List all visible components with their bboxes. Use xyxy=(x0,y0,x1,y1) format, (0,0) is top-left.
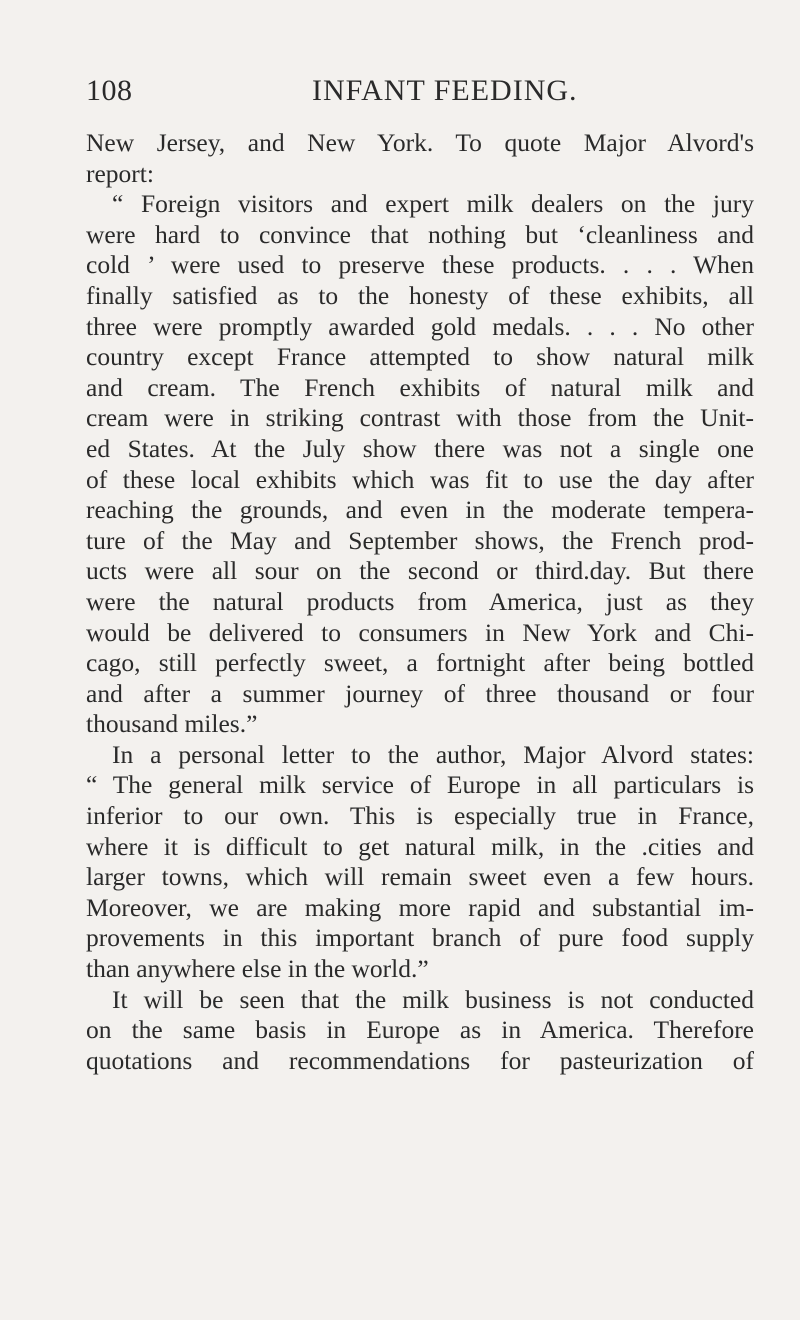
text-line: Moreover, we are making more rapid and substantial im- xyxy=(86,892,754,922)
text-line: reaching the grounds, and even in the moderate tempera- xyxy=(86,495,754,525)
text-line: ucts were all sour on the second or third.day. But there xyxy=(86,556,754,586)
text-line: thousand miles.” xyxy=(86,709,258,739)
text-line: “ Foreign visitors and expert milk dealers on the jury xyxy=(112,189,754,219)
text-line: were the natural products from America, just as they xyxy=(86,586,754,616)
text-line: New Jersey, and New York. To quote Major Alvord's xyxy=(86,128,754,157)
body-text xyxy=(86,128,754,1076)
page-header xyxy=(0,74,800,114)
text-line: than anywhere else in the world.” xyxy=(86,954,429,984)
text-line: cream were in striking contrast with those from the Unit- xyxy=(86,403,754,433)
text-line: In a personal letter to the author, Major Alvord states: xyxy=(112,739,754,769)
text-line: would be delivered to consumers in New York and Chi- xyxy=(86,617,754,647)
text-line: on the same basis in Europe as in America. Therefore xyxy=(86,1015,754,1045)
text-line: ed States. At the July show there was not a single one xyxy=(86,433,754,463)
text-line: inferior to our own. This is especially true in France, xyxy=(86,801,754,831)
page-number: 108 xyxy=(86,74,133,107)
text-line: ture of the May and September shows, the French prod- xyxy=(86,525,754,555)
text-line: It will be seen that the milk business is not conducted xyxy=(112,984,754,1014)
text-line: finally satisfied as to the honesty of these exhibits, all xyxy=(86,280,754,310)
text-line: of these local exhibits which was fit to use the day after xyxy=(86,464,754,494)
text-line: were hard to convince that nothing but ‘cleanliness and xyxy=(86,219,754,249)
text-line: cold ’ were used to preserve these products. . . . When xyxy=(86,250,754,280)
text-line: provements in this important branch of pure food supply xyxy=(86,923,754,953)
text-line: larger towns, which will remain sweet even a few hours. xyxy=(86,862,754,892)
text-line: quotations and recommendations for pasteurization of xyxy=(86,1045,754,1075)
text-line: cago, still perfectly sweet, a fortnight after being bottled xyxy=(86,648,754,678)
text-line: where it is difficult to get natural milk, in the .cities and xyxy=(86,831,754,861)
text-line: country except France attempted to show natural milk xyxy=(86,342,754,372)
running-head: INFANT FEEDING. xyxy=(312,74,578,107)
text-line: report: xyxy=(86,158,154,188)
text-line: three were promptly awarded gold medals. . . . No other xyxy=(86,311,754,341)
text-line: and cream. The French exhibits of natural milk and xyxy=(86,372,754,402)
text-line: and after a summer journey of three thousand or four xyxy=(86,678,754,708)
text-line: “ The general milk service of Europe in all particulars is xyxy=(86,770,754,800)
